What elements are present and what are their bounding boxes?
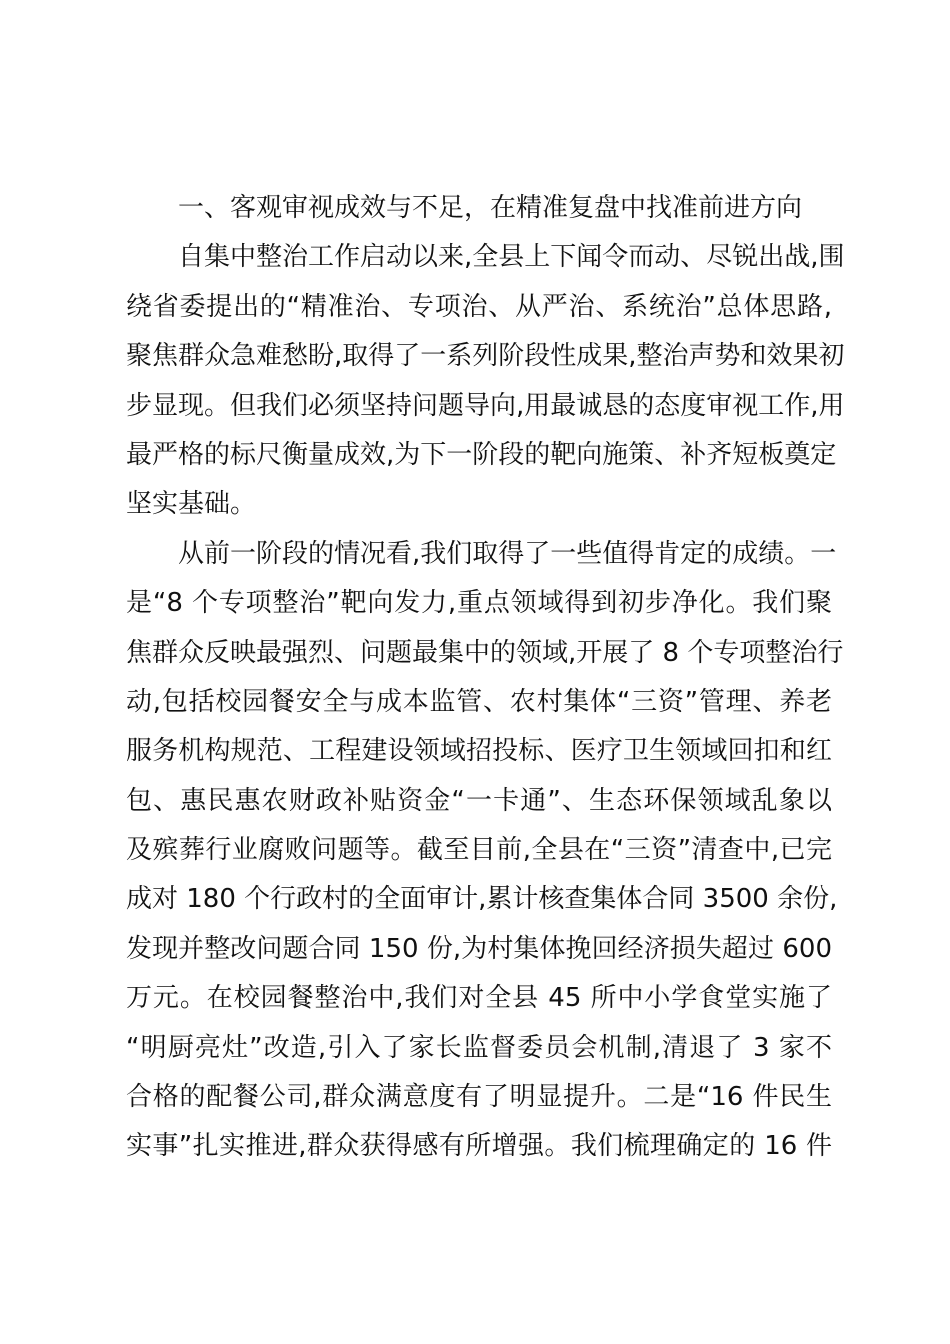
paragraph-line: 步显现。但我们必须坚持问题导向,用最诚恳的态度审视工作,用: [126, 390, 845, 421]
paragraph-line: 成对 180 个行政村的全面审计,累计核查集体合同 3500 余份,: [126, 884, 838, 915]
paragraph-line: 实事”扎实推进,群众获得感有所增强。我们梳理确定的 16 件: [126, 1131, 832, 1162]
paragraph-line: 聚焦群众急难愁盼,取得了一系列阶段性成果,整治声势和效果初: [126, 341, 845, 372]
paragraph-line: 及殡葬行业腐败问题等。截至目前,全县在“三资”清查中,已完: [126, 835, 832, 866]
paragraph-line: 焦群众反映最强烈、问题最集中的领域,开展了 8 个专项整治行: [126, 637, 844, 668]
paragraph-line: 坚实基础。: [126, 489, 257, 520]
paragraph-line: 是“8 个专项整治”靶向发力,重点领域得到初步净化。我们聚: [126, 588, 832, 619]
paragraph-line: 包、惠民惠农财政补贴资金“一卡通”、生态环保领域乱象以: [126, 785, 832, 816]
paragraph-line: 自集中整治工作启动以来,全县上下闻令而动、尽锐出战,围: [178, 242, 845, 273]
section-heading: 一、客观审视成效与不足，在精准复盘中找准前进方向: [178, 193, 803, 223]
document-body: [126, 184, 845, 1172]
paragraph-2: [126, 530, 844, 1172]
paragraph-line: 最严格的标尺衡量成效,为下一阶段的靶向施策、补齐短板奠定: [126, 439, 837, 470]
paragraph-line: 万元。在校园餐整治中,我们对全县 45 所中小学食堂实施了: [126, 983, 832, 1014]
paragraph-line: 动,包括校园餐安全与成本监管、农村集体“三资”管理、养老: [126, 686, 832, 717]
paragraph-line: 发现并整改问题合同 150 份,为村集体挽回经济损失超过 600: [126, 933, 832, 964]
paragraph-line: 从前一阶段的情况看,我们取得了一些值得肯定的成绩。一: [178, 538, 837, 569]
paragraph-line: 绕省委提出的“精准治、专项治、从严治、系统治”总体思路,: [126, 291, 832, 322]
paragraph-line: “明厨亮灶”改造,引入了家长监督委员会机制,清退了 3 家不: [126, 1032, 832, 1063]
paragraph-1: [126, 233, 845, 529]
paragraph-line: 服务机构规范、工程建设领域招投标、医疗卫生领域回扣和红: [126, 736, 832, 767]
paragraph-line: 合格的配餐公司,群众满意度有了明显提升。二是“16 件民生: [126, 1082, 832, 1113]
